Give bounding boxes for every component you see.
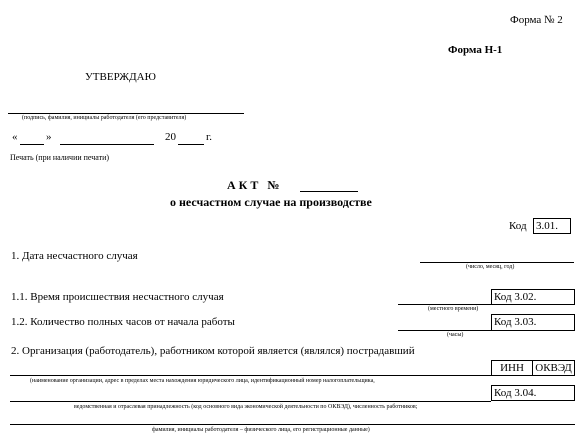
act-title: А К Т №: [227, 178, 280, 192]
date-field[interactable]: [420, 262, 574, 263]
signature-caption: (подпись, фамилия, инициалы работодателя (его представителя): [22, 115, 187, 121]
hours-label: 1.2. Количество полных часов от начала работы: [11, 316, 235, 328]
signature-line: [8, 113, 244, 114]
hours-field[interactable]: [398, 330, 491, 331]
org-field-line-1[interactable]: [10, 375, 491, 376]
act-code-box: 3.01.: [533, 218, 571, 234]
approval-title: УТВЕРЖДАЮ: [85, 71, 156, 83]
act-subtitle: о несчастном случае на производстве: [170, 195, 372, 209]
org-field-line-3[interactable]: [10, 424, 575, 425]
time-caption: (местного времени): [428, 306, 479, 312]
day-field[interactable]: [20, 144, 44, 145]
month-field[interactable]: [60, 144, 154, 145]
date-label: 1. Дата несчастного случая: [11, 250, 138, 262]
date-open-quote: «: [12, 131, 18, 143]
form-number: Форма № 2: [510, 14, 563, 26]
year-prefix: 20: [165, 131, 176, 143]
org-code-box: Код 3.04.: [491, 385, 575, 401]
form-name: Форма Н-1: [448, 44, 503, 56]
year-field[interactable]: [178, 144, 204, 145]
hours-code-box: Код 3.03.: [491, 314, 575, 331]
time-code-box: Код 3.02.: [491, 289, 575, 305]
org-caption-3: фамилия, инициалы работодателя – физического лица, его регистрационные данные): [152, 427, 370, 433]
date-close-quote: »: [46, 131, 52, 143]
act-number-field[interactable]: [300, 191, 358, 192]
time-label: 1.1. Время происшествия несчастного случая: [11, 291, 224, 303]
org-caption-2: ведомственная и отраслевая принадлежность (код основного вида экономической деятельности по ОКВЭД), численность работников;: [74, 404, 418, 410]
inn-box: ИНН: [491, 360, 533, 376]
org-label: 2. Организация (работодатель), работником которой является (являлся) пострадавший: [11, 345, 415, 357]
org-caption-1: (наименование организации, адрес в пределах места нахождения юридического лица, идентификационный номер налогоплательщика,: [30, 378, 375, 384]
org-field-line-2[interactable]: [10, 401, 491, 402]
date-caption: (число, месяц, год): [466, 264, 515, 270]
time-field[interactable]: [398, 304, 491, 305]
okved-box: ОКВЭД: [532, 360, 575, 376]
stamp-caption: Печать (при наличии печати): [10, 153, 110, 162]
act-code-label: Код: [509, 220, 527, 232]
year-suffix: г.: [206, 131, 213, 143]
hours-caption: (часы): [447, 332, 464, 338]
